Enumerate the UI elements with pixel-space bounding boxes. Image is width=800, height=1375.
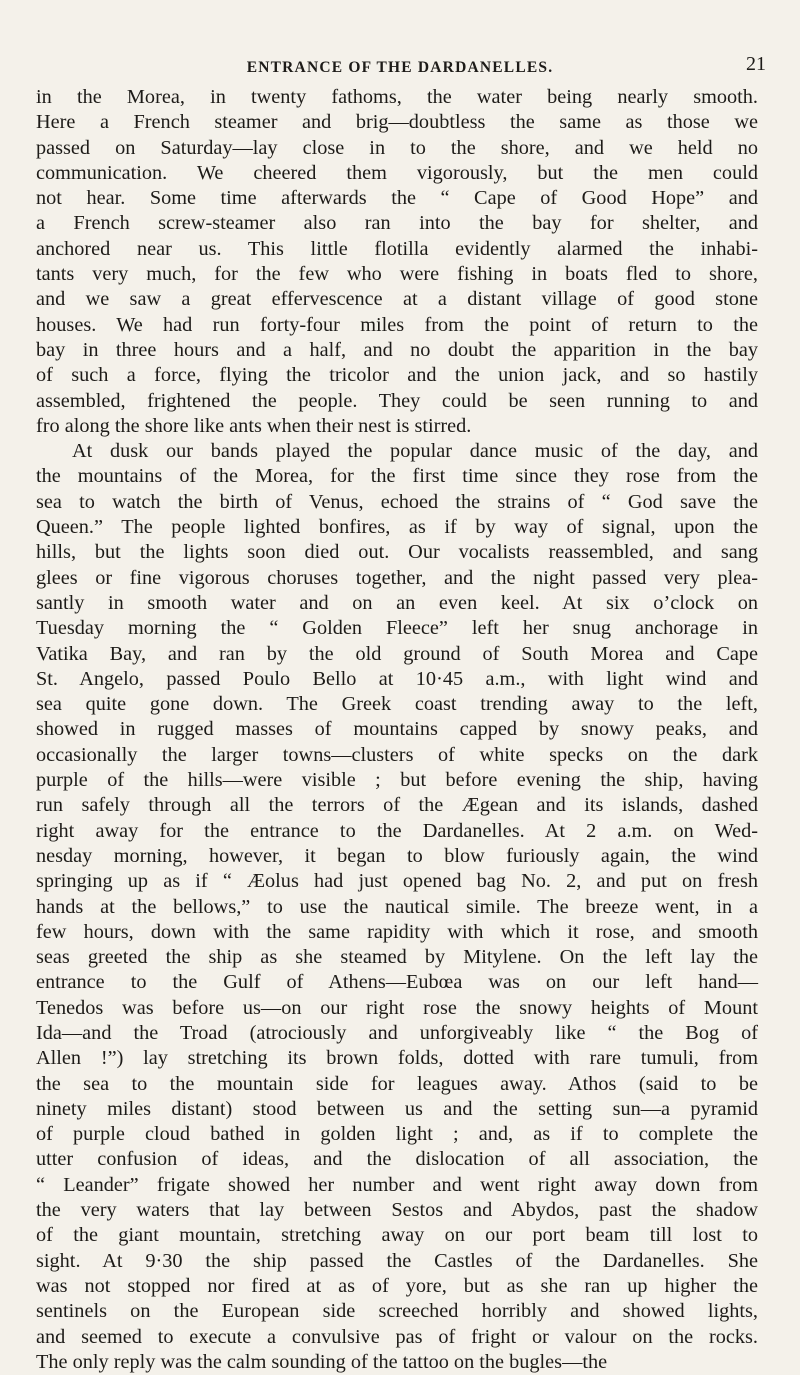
text-line: seas greeted the ship as she steamed by Mitylene. On the left lay the [36,946,758,969]
text-line: tants very much, for the few who were fishing in boats fled to shore, [36,263,758,286]
text-line: Here a French steamer and brig—doubtless the same as those we [36,111,758,134]
text-line: of such a force, flying the tricolor and the union jack, and so hastily [36,364,758,387]
text-line: “ Leander” frigate showed her number and went right away down from [36,1173,758,1196]
text-line: of the giant mountain, stretching away on our port beam till lost to [36,1224,758,1247]
text-line: Queen.” The people lighted bonfires, as if by way of signal, upon the [36,516,758,539]
text-line: occasionally the larger towns—clusters of white specks on the dark [36,743,758,766]
text-line: sea to watch the birth of Venus, echoed the strains of “ God save the [36,490,758,513]
text-line: nesday morning, however, it began to blow furiously again, the wind [36,844,758,867]
text-line: springing up as if “ Æolus had just opened bag No. 2, and put on fresh [36,870,758,893]
text-line: hands at the bellows,” to use the nautical simile. The breeze went, in a [36,895,758,918]
text-line: sea quite gone down. The Greek coast trending away to the left, [36,693,758,716]
text-line: The only reply was the calm sounding of the tattoo on the bugles—the [36,1350,608,1373]
text-line: Allen !”) lay stretching its brown folds, dotted with rare tumuli, from [36,1047,758,1070]
text-line: santly in smooth water and on an even keel. At six o’clock on [36,591,758,614]
text-line: entrance to the Gulf of Athens—Eubœa was on our left hand— [36,971,758,994]
text-line: of purple cloud bathed in golden light ; and, as if to complete the [36,1123,758,1146]
text-line: ninety miles distant) stood between us and the setting sun—a pyramid [36,1097,758,1120]
text-line: not hear. Some time afterwards the “ Cape of Good Hope” and [36,187,758,210]
text-line: St. Angelo, passed Poulo Bello at 10·45 a.m., with light wind and [36,667,758,690]
text-line: was not stopped nor fired at as of yore, but as she ran up higher the [36,1274,758,1297]
text-line: the mountains of the Morea, for the first time since they rose from the [36,465,758,488]
text-line: right away for the entrance to the Dardanelles. At 2 a.m. on Wed- [36,819,758,842]
text-line: Tuesday morning the “ Golden Fleece” left her snug anchorage in [36,617,758,640]
text-line: Vatika Bay, and ran by the old ground of South Morea and Cape [36,642,758,665]
text-line: communication. We cheered them vigorously, but the men could [36,161,758,184]
text-line: and we saw a great effervescence at a distant village of good stone [36,288,758,311]
text-line: the very waters that lay between Sestos and Abydos, past the shadow [36,1199,758,1222]
text-line: the sea to the mountain side for leagues away. Athos (said to be [36,1072,758,1095]
text-line: passed on Saturday—lay close in to the shore, and we held no [36,136,758,159]
text-line: utter confusion of ideas, and the dislocation of all association, the [36,1148,758,1171]
running-head: ENTRANCE OF THE DARDANELLES. [246,59,554,76]
text-line: showed in rugged masses of mountains capped by snowy peaks, and [36,718,758,741]
text-line: Ida—and the Troad (atrociously and unforgiveably like “ the Bog of [36,1021,758,1044]
text-line: glees or fine vigorous choruses together, and the night passed very plea- [36,566,758,589]
text-line: hills, but the lights soon died out. Our vocalists reassembled, and sang [36,541,758,564]
text-line: and seemed to execute a convulsive pas of fright or valour on the rocks. [36,1325,758,1348]
text-line: assembled, frightened the people. They could be seen running to and [36,389,758,412]
text-line: run safely through all the terrors of the Ægean and its islands, dashed [36,794,758,817]
page-number: 21 [746,53,766,75]
text-line: sight. At 9·30 the ship passed the Castles of the Dardanelles. She [36,1249,758,1272]
text-line: At dusk our bands played the popular dance music of the day, and [72,440,758,463]
text-line: in the Morea, in twenty fathoms, the water being nearly smooth. [36,86,758,108]
text-line: bay in three hours and a half, and no doubt the apparition in the bay [36,338,758,361]
text-line: few hours, down with the same rapidity with which it rose, and smooth [36,920,758,943]
text-line: anchored near us. This little flotilla evidently alarmed the inhabi- [36,237,758,260]
text-line: houses. We had run forty-four miles from the point of return to the [36,313,758,336]
text-line: fro along the shore like ants when their nest is stirred. [36,414,472,437]
text-line: Tenedos was before us—on our right rose the snowy heights of Mount [36,996,758,1019]
text-line: a French screw-steamer also ran into the bay for shelter, and [36,212,758,235]
text-line: sentinels on the European side screeched horribly and showed lights, [36,1300,758,1323]
text-line: purple of the hills—were visible ; but before evening the ship, having [36,769,758,792]
body-text [36,85,758,1375]
